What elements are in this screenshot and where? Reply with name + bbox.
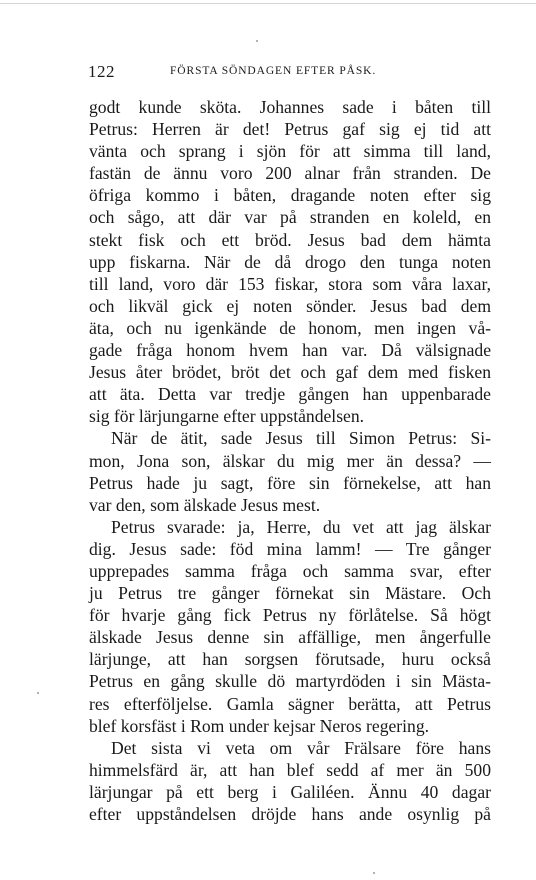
paragraph-end-line: var den, som älskade Jesus mest.: [89, 494, 321, 515]
text-line: Petrus en gång skulle dö martyrdöden i sin Mästa-: [89, 671, 491, 692]
text-line: ju Petrus tre gånger förnekat sin Mästare. Och: [89, 583, 491, 604]
paragraph-start-line: Det sista vi veta om vår Frälsare före hans: [111, 737, 491, 758]
text-line: upp fiskarna. När de då drogo den tunga noten: [89, 251, 491, 272]
page-header: [88, 62, 488, 84]
paragraph-end-line: sig för lärjungarne efter uppståndelsen.: [89, 406, 365, 427]
text-line: äta, och nu igenkände de honom, men ingen vå-: [89, 317, 491, 338]
running-head: FÖRSTA SÖNDAGEN EFTER PÅSK.: [170, 65, 377, 77]
top-edge-rule: [0, 3, 536, 4]
text-line: godt kunde sköta. Johannes sade i båten till: [89, 97, 491, 117]
text-line: himmelsfärd är, att han blef sedd af mer än 500: [89, 759, 491, 780]
text-line: Jesus åter brödet, bröt det och gaf dem med fisken: [89, 362, 491, 383]
paper-speck: [37, 692, 39, 694]
text-line: lärjungar på ett berg i Galiléen. Ännu 40 dagar: [89, 781, 491, 802]
text-line: gade fråga honom hvem han var. Då välsignade: [89, 340, 491, 361]
text-line: res efterföljelse. Gamla sägner berätta, att Petrus: [89, 693, 491, 714]
text-line: att äta. Detta var tredje gången han uppenbarade: [89, 384, 491, 405]
text-line: mon, Jona son, älskar du mig mer än dessa? —: [89, 450, 491, 471]
paper-speck: [373, 872, 375, 874]
text-line: och likväl gick ej noten sönder. Jesus bad dem: [89, 295, 491, 316]
text-line: för hvarje gång fick Petrus ny förlåtelse. Så högt: [89, 605, 491, 626]
text-line: efter uppståndelsen dröjde hans ande osynlig på: [89, 804, 491, 824]
text-line: öfriga kommo i båten, dragande noten efter sig: [89, 185, 491, 206]
text-line: fastän de ännu voro 200 alnar från stranden. De: [89, 163, 491, 184]
page-number: 122: [88, 62, 115, 81]
body-text: [89, 96, 491, 825]
text-line: och sågo, att där var på stranden en koleld, en: [89, 207, 491, 228]
text-line: Petrus hade ju sagt, före sin förnekelse, att han: [89, 472, 491, 493]
paragraph-start-line: När de ätit, sade Jesus till Simon Petrus: Si-: [111, 428, 491, 449]
text-line: lärjunge, att han sorgsen förutsade, huru också: [89, 649, 491, 670]
text-line: upprepades samma fråga och samma svar, efter: [89, 560, 491, 581]
text-line: älskade Jesus denne sin affällige, men ångerfulle: [89, 627, 491, 648]
paragraph-end-line: blef korsfäst i Rom under kejsar Neros regering.: [89, 715, 430, 736]
text-line: dig. Jesus sade: föd mina lamm! — Tre gånger: [89, 538, 491, 559]
paragraph-start-line: Petrus svarade: ja, Herre, du vet att jag älskar: [111, 516, 491, 537]
text-line: vänta och sprang i sjön för att simma till land,: [89, 141, 491, 162]
text-line: stekt fisk och ett bröd. Jesus bad dem hämta: [89, 229, 491, 250]
text-line: till land, voro där 153 fiskar, stora som våra laxar,: [89, 273, 491, 294]
paper-speck: [256, 40, 258, 42]
text-line: Petrus: Herren är det! Petrus gaf sig ej tid att: [89, 119, 491, 140]
